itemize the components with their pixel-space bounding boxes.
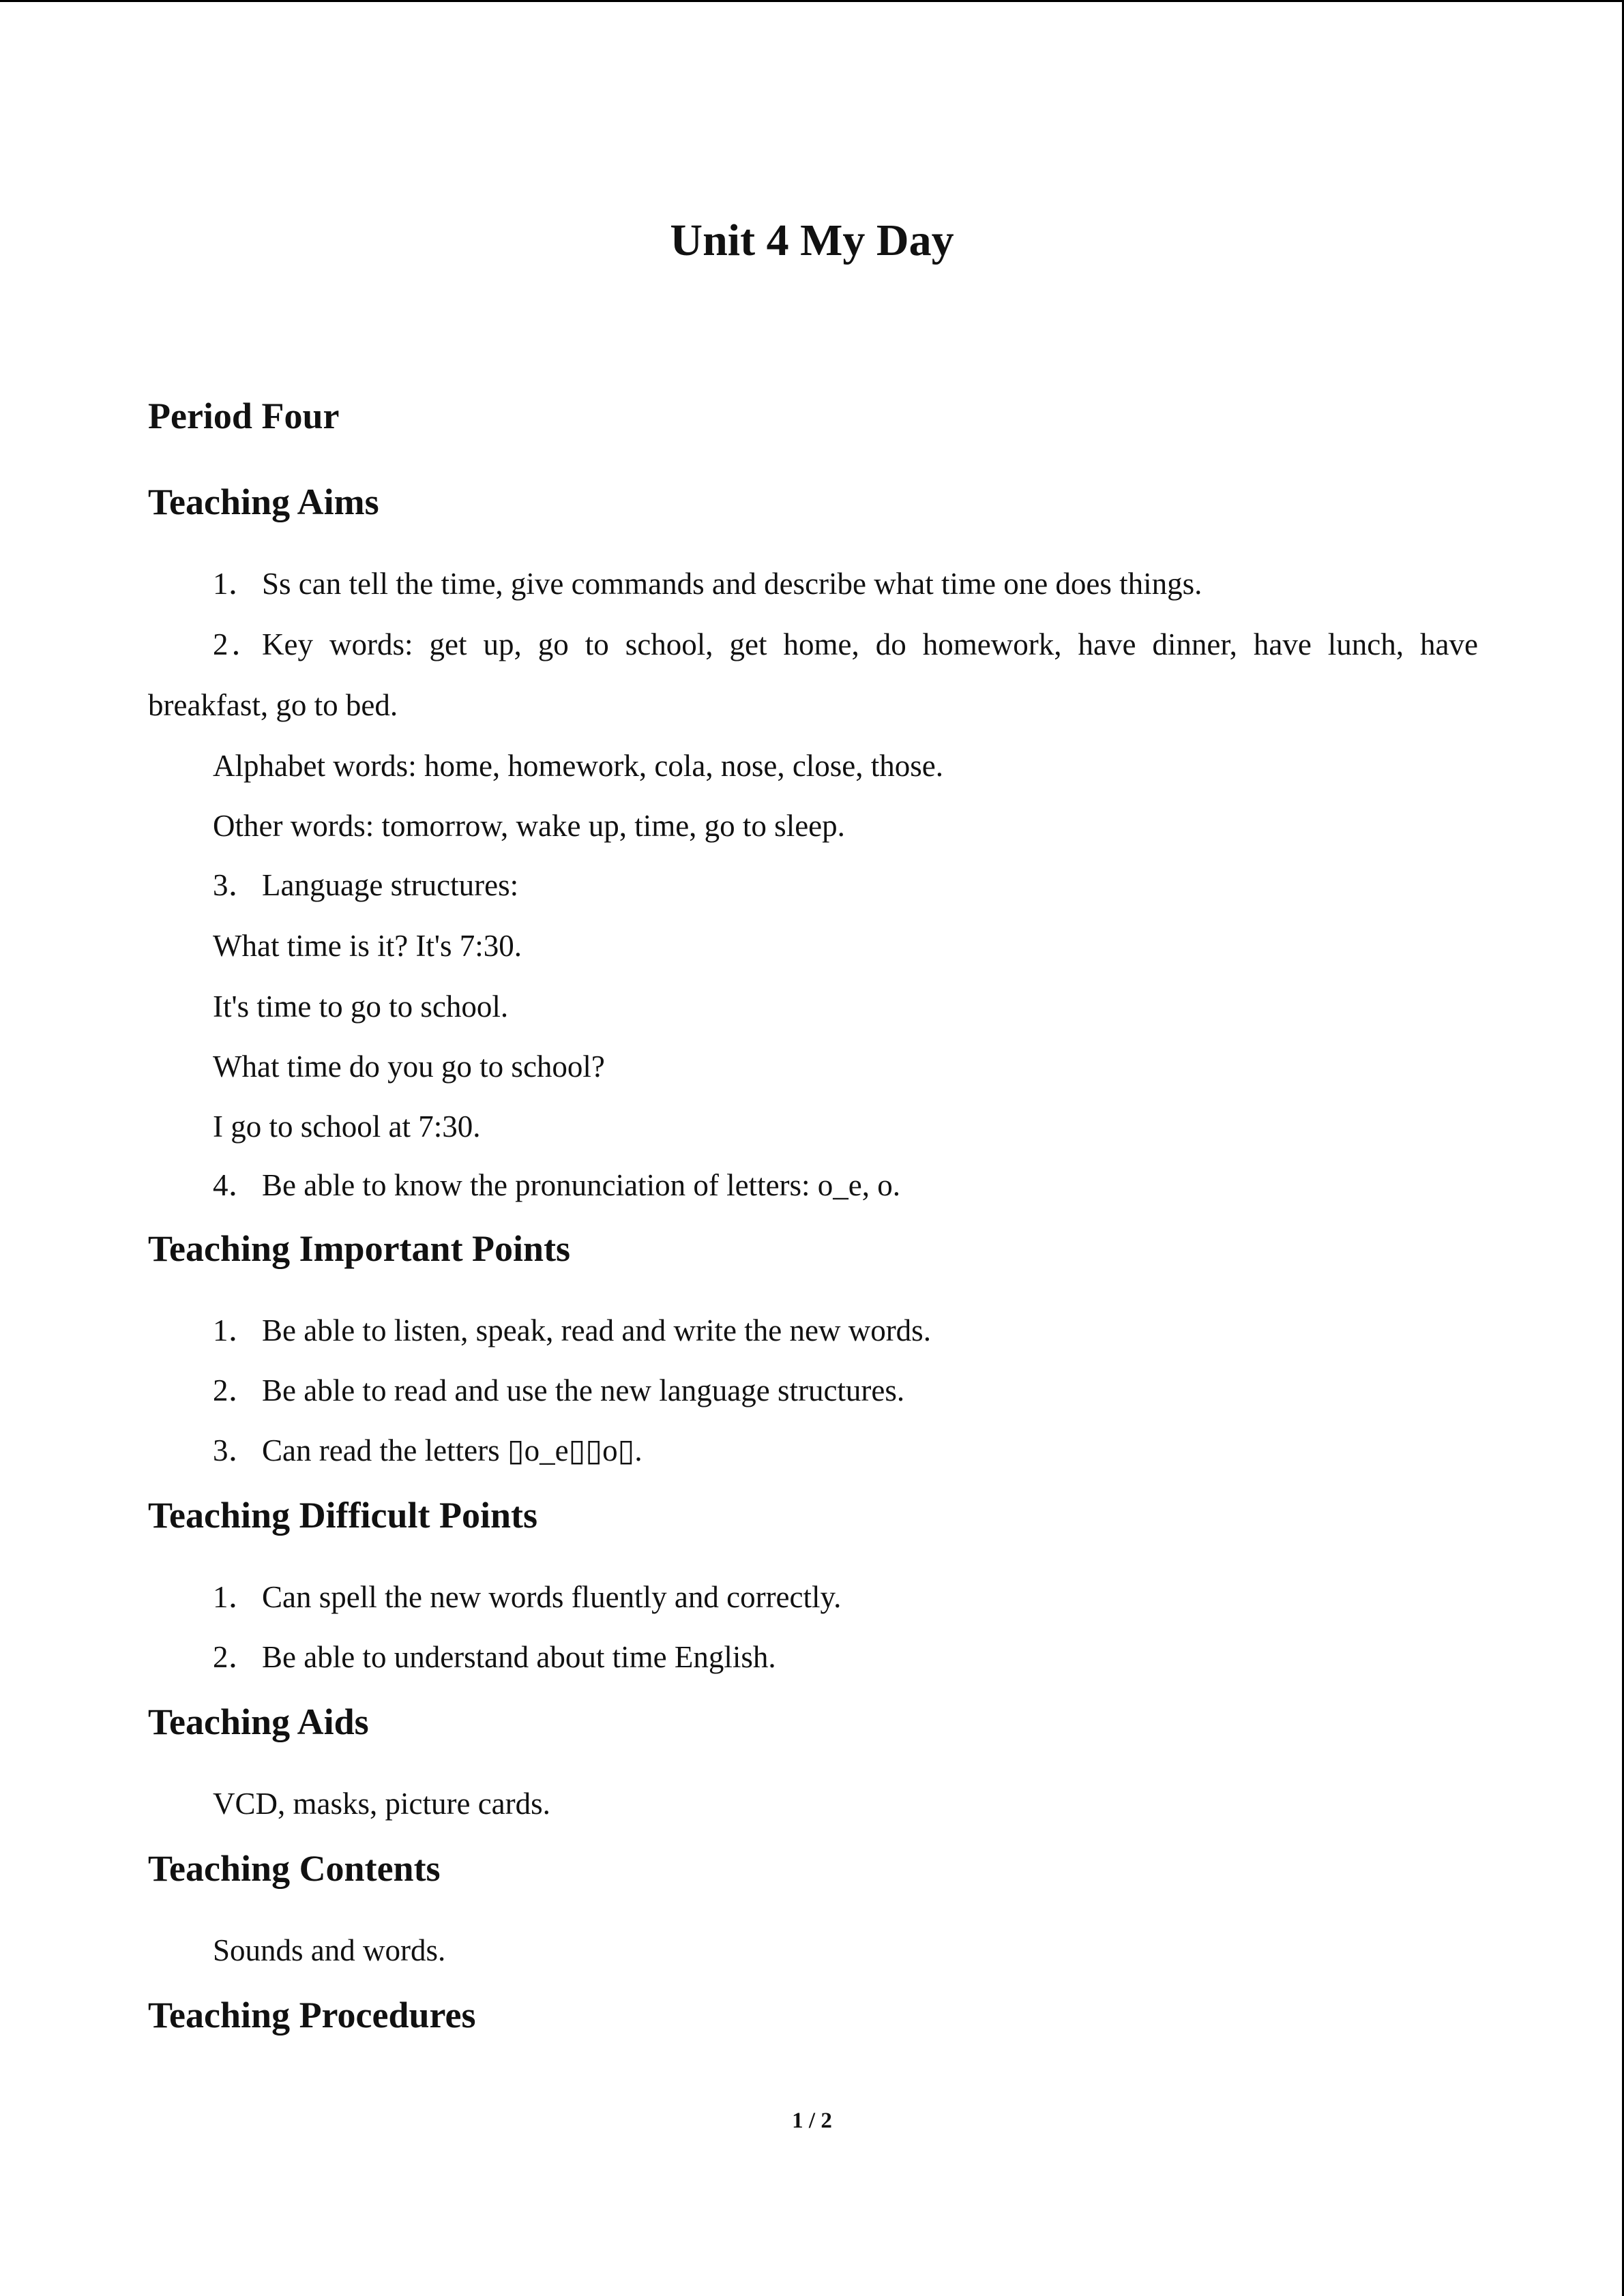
other-words: Other words: tomorrow, wake up, time, go to sleep. [213, 809, 845, 843]
aims-item-2-line-2: breakfast, go to bed. [148, 688, 398, 722]
difficult-item-1 [213, 1577, 841, 1617]
list-number: 1． [213, 567, 259, 601]
structure-line: I go to school at 7:30. [213, 1109, 481, 1144]
document-title: Unit 4 My Day [670, 215, 954, 265]
structure-line: What time do you go to school? [213, 1049, 605, 1084]
list-number: 1． [213, 1313, 259, 1347]
list-number: 2． [213, 1640, 259, 1674]
important-item-1 [213, 1310, 931, 1351]
list-text: Can spell the new words fluently and correctly. [262, 1580, 842, 1614]
teaching-aids-text: VCD, masks, picture cards. [213, 1787, 550, 1821]
page-number: 1 / 2 [792, 2108, 832, 2133]
important-item-3 [213, 1430, 643, 1471]
aims-item-2-line-1 [213, 624, 1478, 665]
structure-line: It's time to go to school. [213, 989, 509, 1024]
teaching-aims-heading: Teaching Aims [148, 481, 379, 522]
important-item-2 [213, 1370, 904, 1411]
list-number: 3． [213, 868, 259, 902]
list-text: Be able to know the pronunciation of letters: o_e, o. [262, 1168, 901, 1202]
list-text: Key words: get up, go to school, get home, do homework, have dinner, have lunch, have [262, 627, 1478, 661]
alphabet-words: Alphabet words: home, homework, cola, nose, close, those. [213, 749, 944, 783]
list-number: 1． [213, 1580, 259, 1614]
list-text: Be able to listen, speak, read and write the new words. [262, 1313, 931, 1347]
list-text: Language structures: [262, 868, 519, 902]
period-heading: Period Four [148, 396, 340, 436]
list-text: Ss can tell the time, give commands and describe what time one does things. [262, 567, 1202, 601]
aims-item-1 [213, 563, 1202, 604]
teaching-contents-heading: Teaching Contents [148, 1848, 441, 1889]
aims-item-4 [213, 1165, 900, 1206]
important-points-heading: Teaching Important Points [148, 1228, 571, 1269]
aims-item-3 [213, 865, 518, 906]
difficult-points-heading: Teaching Difficult Points [148, 1495, 538, 1536]
teaching-procedures-heading: Teaching Procedures [148, 1995, 476, 2036]
list-number: 2． [213, 627, 262, 661]
structure-line: What time is it? It's 7:30. [213, 929, 522, 963]
list-text: Be able to read and use the new language structures. [262, 1373, 905, 1407]
teaching-aids-heading: Teaching Aids [148, 1701, 369, 1742]
list-number: 2． [213, 1373, 259, 1407]
list-number: 3． [213, 1433, 259, 1467]
list-number: 4． [213, 1168, 259, 1202]
list-text: Can read the letters ▯o_e▯▯o▯. [262, 1433, 643, 1467]
list-text: Be able to understand about time English. [262, 1640, 776, 1674]
difficult-item-2 [213, 1637, 776, 1678]
teaching-contents-text: Sounds and words. [213, 1933, 446, 1967]
